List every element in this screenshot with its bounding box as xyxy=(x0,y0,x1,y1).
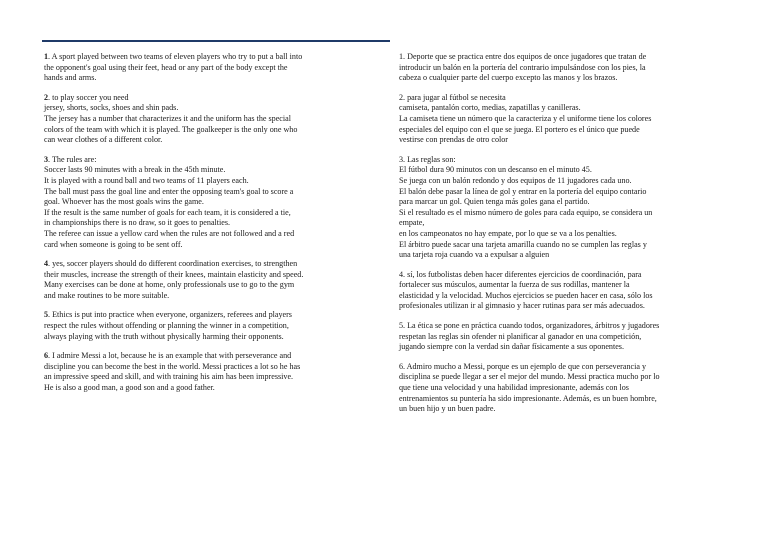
english-text-line: always playing with the truth without physically harming their opponents. xyxy=(44,331,284,341)
spanish-column xyxy=(399,52,729,424)
spanish-text-line: 6. Admiro mucho a Messi, porque es un ejemplo de que con perseverancia y xyxy=(399,361,647,371)
english-text-line: goal. Whoever has the most goals wins the game. xyxy=(44,197,204,207)
spanish-paragraph-4 xyxy=(399,270,729,312)
spanish-text-line: camiseta, pantalón corto, medias, zapatillas y canilleras. xyxy=(399,103,581,113)
spanish-paragraph-1 xyxy=(399,52,729,84)
english-text-line: jersey, shorts, socks, shoes and shin pads. xyxy=(44,103,179,113)
spanish-text-line: 5. La ética se pone en práctica cuando todos, organizadores, árbitros y jugadores xyxy=(399,321,660,331)
english-text-line: discipline you can become the best in the world. Messi practices a lot so he has xyxy=(44,361,301,371)
english-paragraph-6 xyxy=(44,351,376,393)
spanish-text-line: en los campeonatos no hay empate, por lo que se va a los penalties. xyxy=(399,228,617,238)
english-paragraph-3 xyxy=(44,155,376,250)
english-text-line: their muscles, increase the strength of their knees, maintain elasticity and speed. xyxy=(44,269,304,279)
spanish-text-line: un buen hijo y un buen padre. xyxy=(399,404,496,414)
paragraph-text: . The rules are: xyxy=(48,154,97,164)
spanish-text-line: profesionales utilizan ir al gimnasio y hacer rutinas para ser más adecuados. xyxy=(399,301,645,311)
english-text-line: It is played with a round ball and two teams of 11 players each. xyxy=(44,175,249,185)
english-paragraph-first-line xyxy=(44,52,376,63)
spanish-text-line: Se juega con un balón redondo y dos equipos de 11 jugadores cada uno. xyxy=(399,175,632,185)
spanish-paragraph-2 xyxy=(399,93,729,146)
spanish-text-line: una tarjeta roja cuando va a expulsar a alguien xyxy=(399,250,550,260)
spanish-text-line: 3. Las reglas son: xyxy=(399,154,456,164)
spanish-text-line: El fútbol dura 90 minutos con un descanso en el minuto 45. xyxy=(399,165,592,175)
paragraph-number: 6 xyxy=(44,351,49,361)
spanish-text-line: entrenamientos su puntería ha sido impresionante. Además, es un buen hombre, xyxy=(399,393,657,403)
english-text-line: an impressive speed and skill, and with training his aim has been impressive. xyxy=(44,372,294,382)
english-paragraph-2 xyxy=(44,93,376,146)
english-text-line: The ball must pass the goal line and enter the opposing team's goal to score a xyxy=(44,186,294,196)
english-column xyxy=(44,52,376,403)
spanish-text-line: La camiseta tiene un número que la caracteriza y el uniforme tiene los colores xyxy=(399,113,652,123)
english-text-line: and make routines to be more suitable. xyxy=(44,290,170,300)
english-paragraph-first-line xyxy=(44,351,376,362)
english-paragraph-first-line xyxy=(44,155,376,166)
spanish-text-line: 2. para jugar al fútbol se necesita xyxy=(399,92,506,102)
english-text-line: respect the rules without offending or planning the winner in a competition, xyxy=(44,321,289,331)
spanish-text-line: elasticidad y la velocidad. Muchos ejercicios se pueden hacer en casa, sólo los xyxy=(399,290,653,300)
english-paragraph-first-line xyxy=(44,259,376,270)
english-paragraph-1 xyxy=(44,52,376,84)
spanish-text-line: Si el resultado es el mismo número de goles para cada equipo, se considera un xyxy=(399,207,653,217)
spanish-text-line: introducir un balón en la portería del contrario impulsándose con los pies, la xyxy=(399,62,646,72)
english-text-line: card when someone is going to be sent off. xyxy=(44,239,183,249)
paragraph-text: . yes, soccer players should do different coordination exercises, to strengthen xyxy=(48,259,298,269)
english-text-line: Soccer lasts 90 minutes with a break in the 45th minute. xyxy=(44,165,226,175)
english-text-line: The jersey has a number that characterizes it and the uniform has the special xyxy=(44,113,291,123)
spanish-text-line: que tiene una velocidad y una habilidad impresionante, además con los xyxy=(399,383,629,393)
spanish-text-line: vestirse con prendas de otro color xyxy=(399,135,509,145)
spanish-text-line: El árbitro puede sacar una tarjeta amarilla cuando no se cumplen las reglas y xyxy=(399,239,647,249)
spanish-text-line: 4. sí, los futbolistas deben hacer diferentes ejercicios de coordinación, para xyxy=(399,269,642,279)
paragraph-number: 5 xyxy=(44,310,49,320)
english-text-line: The referee can issue a yellow card when the rules are not followed and a red xyxy=(44,228,295,238)
spanish-text-line: jugando siempre con la verdad sin dañar físicamente a sus oponentes. xyxy=(399,342,624,352)
spanish-text-line: especiales del equipo con el que se juega. El portero es el único que puede xyxy=(399,124,640,134)
english-paragraph-first-line xyxy=(44,310,376,321)
spanish-paragraph-6 xyxy=(399,362,729,415)
paragraph-text: . Ethics is put into practice when everyone, organizers, referees and players xyxy=(48,310,292,320)
english-text-line: He is also a good man, a good son and a good father. xyxy=(44,383,215,393)
english-paragraph-4 xyxy=(44,259,376,301)
header-rule xyxy=(42,40,390,42)
paragraph-text: . I admire Messi a lot, because he is an example that with perseverance and xyxy=(48,351,292,361)
spanish-text-line: para marcar un gol. Quien tenga más goles gana el partido. xyxy=(399,197,590,207)
paragraph-text: . A sport played between two teams of eleven players who try to put a ball into xyxy=(48,52,303,61)
english-text-line: hands and arms. xyxy=(44,73,97,83)
english-paragraph-first-line xyxy=(44,93,376,104)
english-text-line: If the result is the same number of goals for each team, it is considered a tie, xyxy=(44,207,291,217)
spanish-text-line: 1. Deporte que se practica entre dos equipos de once jugadores que tratan de xyxy=(399,52,647,61)
spanish-paragraph-5 xyxy=(399,321,729,353)
english-text-line: the opponent's goal using their feet, head or any part of the body except the xyxy=(44,62,288,72)
paragraph-number: 4 xyxy=(44,259,49,269)
spanish-text-line: respetan las reglas sin ofender ni planificar al ganador en una competición, xyxy=(399,331,642,341)
spanish-paragraph-3 xyxy=(399,155,729,261)
paragraph-number: 3 xyxy=(44,154,49,164)
spanish-text-line: cabeza o cualquier parte del cuerpo excepto las manos y los brazos. xyxy=(399,73,618,83)
spanish-text-line: disciplina se puede llegar a ser el mejor del mundo. Messi practica mucho por lo xyxy=(399,372,660,382)
english-text-line: colors of the team with which it is played. The goalkeeper is the only one who xyxy=(44,124,298,134)
spanish-text-line: empate, xyxy=(399,218,425,228)
paragraph-text: . to play soccer you need xyxy=(48,92,129,102)
english-text-line: Many exercises can be done at home, only professionals use to go to the gym xyxy=(44,280,295,290)
paragraph-number: 2 xyxy=(44,92,49,102)
english-paragraph-5 xyxy=(44,310,376,342)
english-text-line: in championships there is no draw, so it goes to penalties. xyxy=(44,218,231,228)
spanish-text-line: El balón debe pasar la línea de gol y entrar en la portería del equipo contario xyxy=(399,186,647,196)
english-text-line: can wear clothes of a different color. xyxy=(44,135,163,145)
spanish-text-line: fortalecer sus músculos, aumentar la fuerza de sus rodillas, mantener la xyxy=(399,280,630,290)
paragraph-number: 1 xyxy=(44,52,49,61)
